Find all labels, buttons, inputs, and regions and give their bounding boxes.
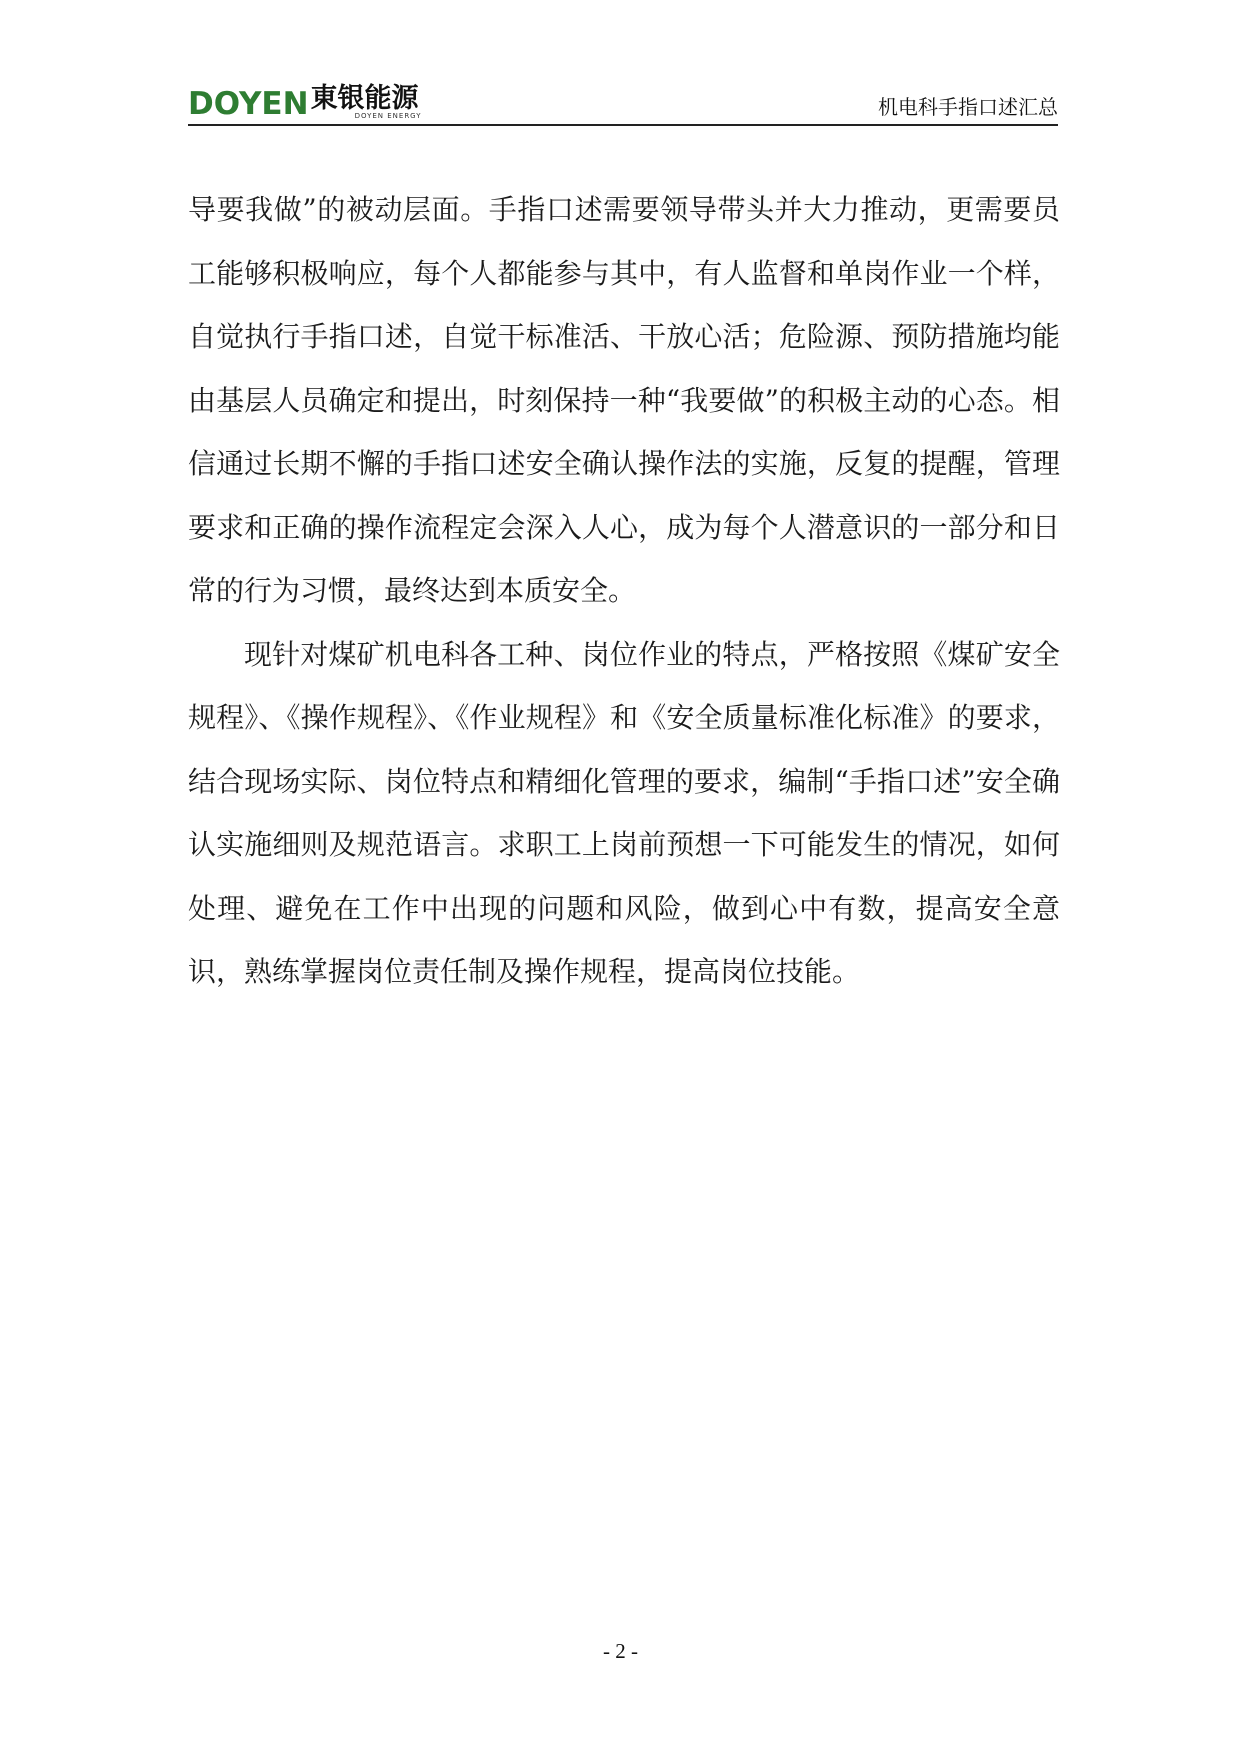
document-body bbox=[188, 178, 1060, 1004]
document-title: 机电科手指口述汇总 bbox=[878, 95, 1058, 119]
page-number: - 2 - bbox=[603, 1639, 638, 1663]
page-header bbox=[188, 84, 1058, 126]
company-logo bbox=[188, 83, 422, 122]
logo-subtitle: DOYEN ENERGY bbox=[354, 112, 422, 120]
logo-cn-text: 東银能源 bbox=[310, 83, 419, 114]
logo-latin-text: DOYEN bbox=[188, 86, 309, 122]
paragraph-1: 导要我做”的被动层面。手指口述需要领导带头并大力推动，更需要员工能够积极响应，每个人都能参与其中，有人监督和单岗作业一个样，自觉执行手指口述，自觉干标准活、干放心活；危险源、预防措施均能由基层人员确定和提出，时刻保持一种“我要做”的积极主动的心态。相信通过长期不懈的手指口述安全确认操作法的实施，反复的提醒，管理要求和正确的操作流程定会深入人心，成为每个人潜意识的一部分和日常的行为习惯，最终达到本质安全。 bbox=[188, 193, 1060, 607]
logo-cn-block bbox=[310, 83, 422, 120]
paragraph-2: 现针对煤矿机电科各工种、岗位作业的特点，严格按照《煤矿安全规程》、《操作规程》、《作业规程》和《安全质量标准化标准》的要求，结合现场实际、岗位特点和精细化管理的要求，编制“手指口述”安全确认实施细则及规范语言。求职工上岗前预想一下可能发生的情况，如何处理、避免在工作中出现的问题和风险，做到心中有数，提高安全意识，熟练掌握岗位责任制及操作规程，提高岗位技能。 bbox=[188, 637, 1060, 988]
